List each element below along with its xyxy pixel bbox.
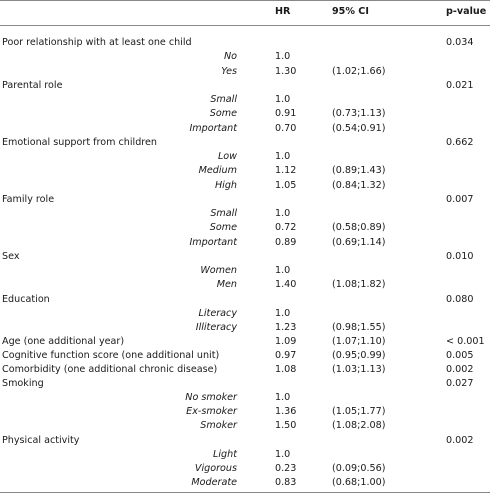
hr-value: 1.40 <box>275 279 297 290</box>
ci-value: (1.03;1.13) <box>332 364 386 375</box>
row-sublabel: Low <box>217 151 237 162</box>
p-value: 0.010 <box>446 251 474 262</box>
row-sublabel: No <box>223 51 237 62</box>
p-value: 0.080 <box>446 294 474 305</box>
row-sublabel: Men <box>216 279 237 290</box>
p-value: 0.005 <box>446 350 474 361</box>
hr-value: 0.72 <box>275 222 297 233</box>
p-value: 0.027 <box>446 378 474 389</box>
row-sublabel: Important <box>189 123 237 134</box>
row-sublabel: Moderate <box>191 477 237 488</box>
header-hr: HR <box>275 6 291 17</box>
row-label: Family role <box>2 194 55 205</box>
row-label: Emotional support from children <box>2 137 157 148</box>
row-sublabel: High <box>214 180 237 191</box>
hr-value: 1.30 <box>275 66 297 77</box>
hr-value: 1.0 <box>275 265 291 276</box>
hr-value: 1.09 <box>275 336 297 347</box>
row-sublabel: Small <box>210 208 237 219</box>
row-sublabel: No smoker <box>185 392 237 403</box>
table-top-rule <box>0 0 490 1</box>
p-value: 0.021 <box>446 80 474 91</box>
row-label: Sex <box>2 251 20 262</box>
hr-value: 1.0 <box>275 449 291 460</box>
hr-value: 0.23 <box>275 463 297 474</box>
ci-value: (0.89;1.43) <box>332 165 386 176</box>
row-label: Physical activity <box>2 435 80 446</box>
hr-value: 1.0 <box>275 308 291 319</box>
hr-value: 1.12 <box>275 165 297 176</box>
table-bottom-rule <box>0 492 490 493</box>
header-rule <box>0 25 490 26</box>
ci-value: (0.69;1.14) <box>332 237 386 248</box>
hr-value: 0.70 <box>275 123 297 134</box>
row-label: Poor relationship with at least one child <box>2 37 192 48</box>
p-value: 0.002 <box>446 364 474 375</box>
ci-value: (1.07;1.10) <box>332 336 386 347</box>
row-sublabel: Vigorous <box>194 463 237 474</box>
row-label: Cognitive function score (one additional unit) <box>2 350 220 361</box>
row-sublabel: Some <box>209 108 237 119</box>
ci-value: (0.98;1.55) <box>332 322 386 333</box>
hr-value: 1.23 <box>275 322 297 333</box>
row-label: Smoking <box>2 378 44 389</box>
hr-value: 1.0 <box>275 151 291 162</box>
hr-value: 1.36 <box>275 406 297 417</box>
ci-value: (0.73;1.13) <box>332 108 386 119</box>
ci-value: (0.58;0.89) <box>332 222 386 233</box>
row-sublabel: Yes <box>221 66 237 77</box>
row-sublabel: Small <box>210 94 237 105</box>
row-sublabel: Some <box>209 222 237 233</box>
ci-value: (1.08;1.82) <box>332 279 386 290</box>
row-sublabel: Women <box>200 265 237 276</box>
hr-value: 1.05 <box>275 180 297 191</box>
row-label: Education <box>2 294 50 305</box>
hr-value: 0.89 <box>275 237 297 248</box>
hr-value: 1.0 <box>275 208 291 219</box>
header-p-value: p-value <box>446 6 487 17</box>
row-sublabel: Illiteracy <box>195 322 237 333</box>
p-value: < 0.001 <box>446 336 485 347</box>
row-sublabel: Literacy <box>198 308 237 319</box>
ci-value: (0.68;1.00) <box>332 477 386 488</box>
hr-value: 0.83 <box>275 477 297 488</box>
row-label: Age (one additional year) <box>2 336 125 347</box>
hr-value: 1.0 <box>275 94 291 105</box>
row-label: Parental role <box>2 80 63 91</box>
p-value: 0.034 <box>446 37 474 48</box>
row-sublabel: Light <box>213 449 237 460</box>
ci-value: (0.54;0.91) <box>332 123 386 134</box>
ci-value: (1.05;1.77) <box>332 406 386 417</box>
ci-value: (0.95;0.99) <box>332 350 386 361</box>
p-value: 0.007 <box>446 194 474 205</box>
hr-value: 0.97 <box>275 350 297 361</box>
hr-value: 1.0 <box>275 51 291 62</box>
ci-value: (0.84;1.32) <box>332 180 386 191</box>
hr-value: 1.08 <box>275 364 297 375</box>
row-sublabel: Ex-smoker <box>186 406 237 417</box>
ci-value: (1.02;1.66) <box>332 66 386 77</box>
row-sublabel: Smoker <box>200 420 237 431</box>
row-label: Comorbidity (one additional chronic disease) <box>2 364 218 375</box>
row-sublabel: Important <box>189 237 237 248</box>
p-value: 0.002 <box>446 435 474 446</box>
hr-value: 0.91 <box>275 108 297 119</box>
ci-value: (0.09;0.56) <box>332 463 386 474</box>
hr-value: 1.50 <box>275 420 297 431</box>
ci-value: (1.08;2.08) <box>332 420 386 431</box>
p-value: 0.662 <box>446 137 474 148</box>
row-sublabel: Medium <box>198 165 237 176</box>
header-ci: 95% CI <box>332 6 369 17</box>
hr-value: 1.0 <box>275 392 291 403</box>
